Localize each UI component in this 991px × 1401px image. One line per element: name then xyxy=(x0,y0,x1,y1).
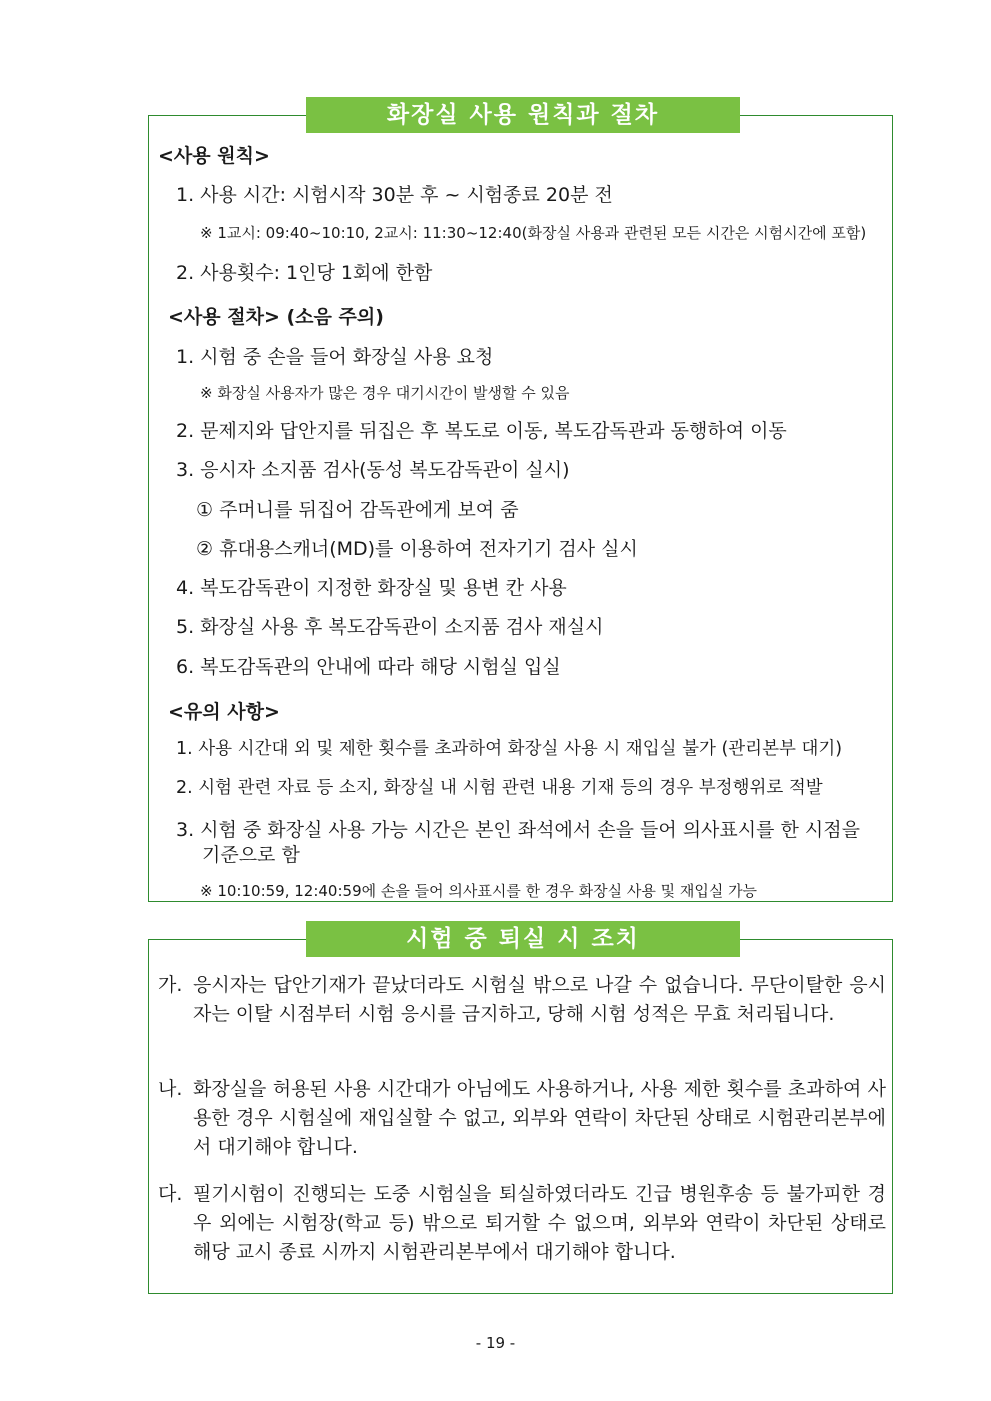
notes-note: ※ 10:10:59, 12:40:59에 손을 들어 의사표시를 한 경우 화장실 사용 및 재입실 가능 xyxy=(200,882,758,900)
rule-item: 1. 사용 시간: 시험시작 30분 후 ~ 시험종료 20분 전 xyxy=(176,184,613,206)
item-label: 다. xyxy=(158,1183,183,1205)
procedure-subitem: ② 휴대용스캐너(MD)를 이용하여 전자기기 검사 실시 xyxy=(196,538,638,560)
procedure-note: ※ 화장실 사용자가 많은 경우 대기시간이 발생할 수 있음 xyxy=(200,384,570,402)
item-label: 나. xyxy=(158,1078,183,1100)
procedure-item: 5. 화장실 사용 후 복도감독관이 소지품 검사 재실시 xyxy=(176,616,604,638)
page-number: - 19 - xyxy=(475,1334,516,1352)
toilet-rules-title: 화장실 사용 원칙과 절차 xyxy=(306,97,740,133)
notes-heading: <유의 사항> xyxy=(168,701,280,723)
exit-item-na xyxy=(158,1075,886,1162)
exit-item-da xyxy=(158,1180,886,1267)
item-text: 필기시험이 진행되는 도중 시험실을 퇴실하였더라도 긴급 병원후송 등 불가피한 경우 외에는 시험장(학교 등) 밖으로 퇴거할 수 없으며, 외부와 연락이 차단된 상태로 해당 교시 종료 시까지 시험관리본부에서 대기해야 합니다. xyxy=(193,1183,886,1263)
rules-heading: <사용 원칙> xyxy=(158,145,270,167)
rule-item: 2. 사용횟수: 1인당 1회에 한함 xyxy=(176,262,433,284)
item-text: 화장실을 허용된 사용 시간대가 아님에도 사용하거나, 사용 제한 횟수를 초과하여 사용한 경우 시험실에 재입실할 수 없고, 외부와 연락이 차단된 상태로 시험관리본부에서 대기해야 합니다. xyxy=(193,1078,886,1158)
procedure-item: 1. 시험 중 손을 들어 화장실 사용 요청 xyxy=(176,346,494,368)
item-text: 응시자는 답안기재가 끝났더라도 시험실 밖으로 나갈 수 없습니다. 무단이탈한 응시자는 이탈 시점부터 시험 응시를 금지하고, 당해 시험 성적은 무효 처리됩니다. xyxy=(193,974,886,1025)
exit-item-ga xyxy=(158,971,886,1029)
procedure-item: 3. 응시자 소지품 검사(동성 복도감독관이 실시) xyxy=(176,459,570,481)
notes-item: 1. 사용 시간대 외 및 제한 횟수를 초과하여 화장실 사용 시 재입실 불가 (관리본부 대기) xyxy=(176,739,843,759)
notes-item-continued: 기준으로 함 xyxy=(202,844,300,866)
procedure-item: 2. 문제지와 답안지를 뒤집은 후 복도로 이동, 복도감독관과 동행하여 이동 xyxy=(176,420,787,442)
procedure-heading: <사용 절차> (소음 주의) xyxy=(168,306,384,328)
item-label: 가. xyxy=(158,974,183,996)
notes-item: 3. 시험 중 화장실 사용 가능 시간은 본인 좌석에서 손을 들어 의사표시를 한 시점을 xyxy=(176,819,860,841)
exit-rules-title: 시험 중 퇴실 시 조치 xyxy=(306,921,740,957)
procedure-subitem: ① 주머니를 뒤집어 감독관에게 보여 줌 xyxy=(196,499,519,521)
procedure-item: 6. 복도감독관의 안내에 따라 해당 시험실 입실 xyxy=(176,656,561,678)
procedure-item: 4. 복도감독관이 지정한 화장실 및 용변 칸 사용 xyxy=(176,577,567,599)
notes-item: 2. 시험 관련 자료 등 소지, 화장실 내 시험 관련 내용 기재 등의 경우 부정행위로 적발 xyxy=(176,778,823,798)
rule-note: ※ 1교시: 09:40~10:10, 2교시: 11:30~12:40(화장실 사용과 관련된 모든 시간은 시험시간에 포함) xyxy=(200,224,867,242)
